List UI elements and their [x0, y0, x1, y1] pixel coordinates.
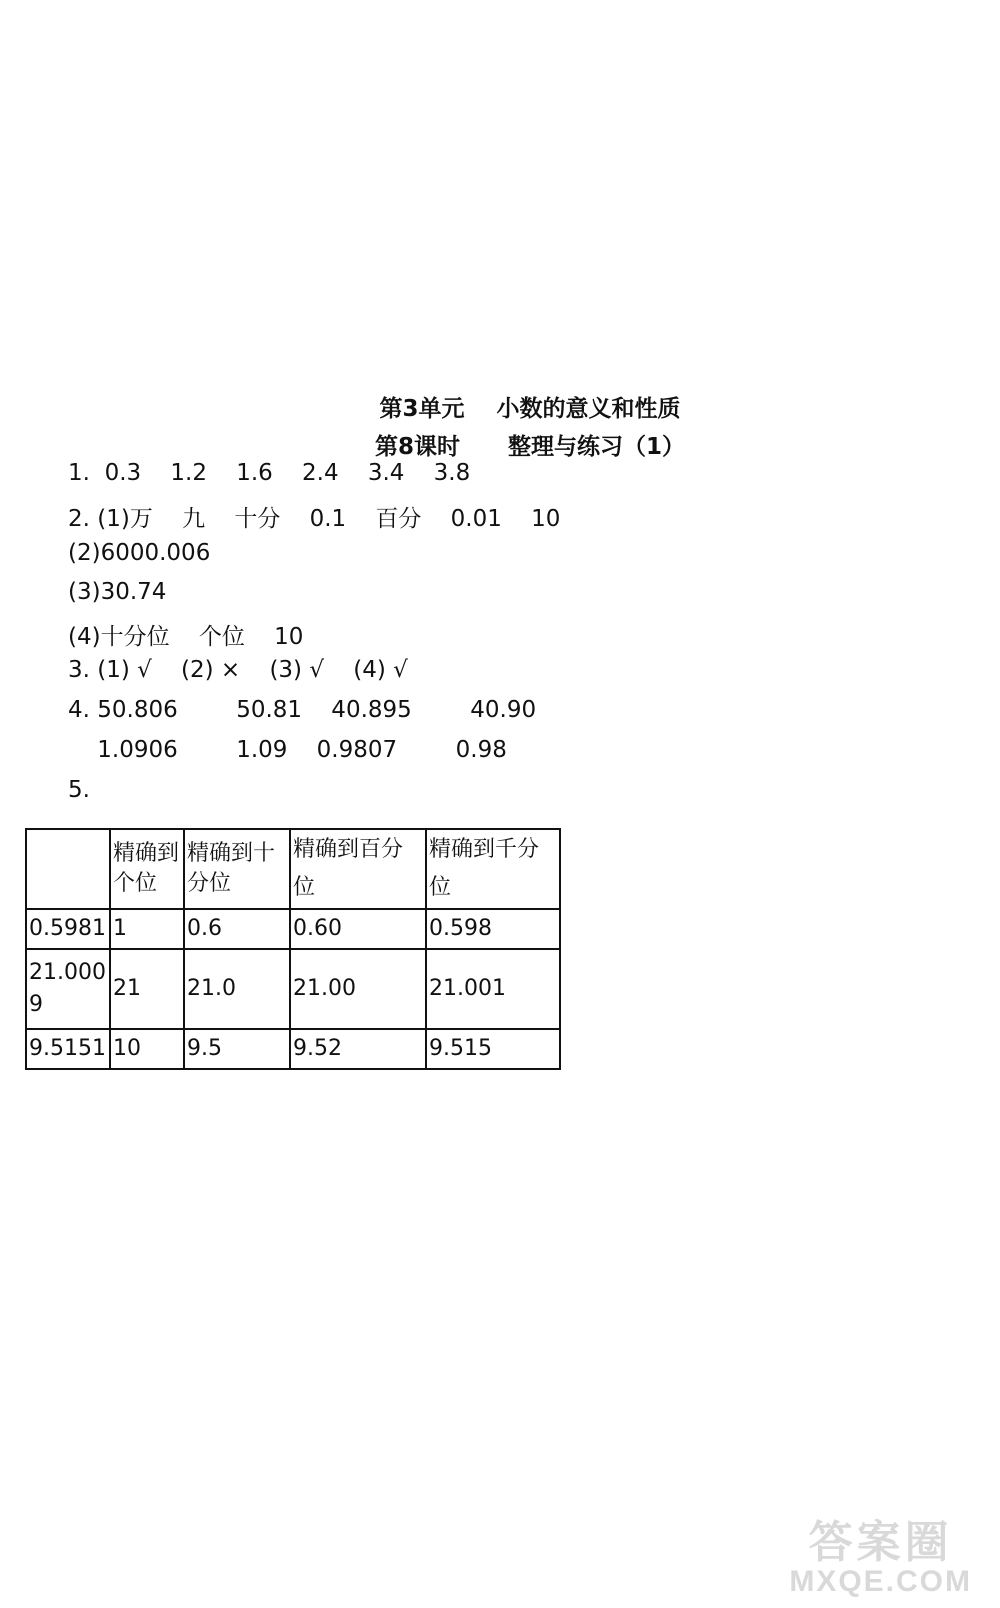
table-cell: 0.60 [290, 909, 426, 949]
answer-line-1: 1. 0.3 1.2 1.6 2.4 3.4 3.8 [68, 460, 471, 486]
answer-line-2: 2. (1)万 九 十分 0.1 百分 0.01 10 [68, 506, 561, 532]
answer-line-5: (4)十分位 个位 10 [68, 624, 304, 650]
answer-line-8: 1.0906 1.09 0.9807 0.98 [68, 737, 507, 763]
table-cell: 9.52 [290, 1029, 426, 1069]
table-cell: 21 [110, 949, 184, 1029]
table-row [26, 909, 560, 949]
answer-line-6: 3. (1) √ (2) × (3) √ (4) √ [68, 657, 408, 683]
table-header-cell: 精确到千分位 [426, 829, 560, 909]
watermark-top: 答案圈 [808, 1518, 953, 1567]
table-header-row [26, 829, 560, 909]
answer-line-7: 4. 50.806 50.81 40.895 40.90 [68, 697, 537, 723]
table-cell: 0.5981 [26, 909, 110, 949]
table-row [26, 1029, 560, 1069]
answer-line-9: 5. [68, 777, 90, 803]
table-cell: 10 [110, 1029, 184, 1069]
watermark-bottom: MXQE.COM [789, 1565, 972, 1598]
table-cell: 9.5151 [26, 1029, 110, 1069]
table-cell: 0.598 [426, 909, 560, 949]
table-cell: 21.00 [290, 949, 426, 1029]
table-cell: 9.515 [426, 1029, 560, 1069]
table-header-cell: 精确到十分位 [184, 829, 290, 909]
table-header-cell: 精确到百分位 [290, 829, 426, 909]
table-cell: 21.0009 [26, 949, 110, 1029]
lesson-title: 第8课时 整理与练习（1） [374, 434, 686, 460]
unit-title: 第3单元 小数的意义和性质 [379, 396, 681, 422]
rounding-table [25, 828, 561, 1070]
table-header-cell: 精确到个位 [110, 829, 184, 909]
table-header-cell [26, 829, 110, 909]
table-cell: 21.0 [184, 949, 290, 1029]
table-cell: 0.6 [184, 909, 290, 949]
watermark-logo [789, 1520, 972, 1598]
table-cell: 9.5 [184, 1029, 290, 1069]
table-cell: 21.001 [426, 949, 560, 1029]
answer-line-3: (2)6000.006 [68, 540, 211, 566]
answer-line-4: (3)30.74 [68, 579, 167, 605]
table-cell: 1 [110, 909, 184, 949]
table-row [26, 949, 560, 1029]
